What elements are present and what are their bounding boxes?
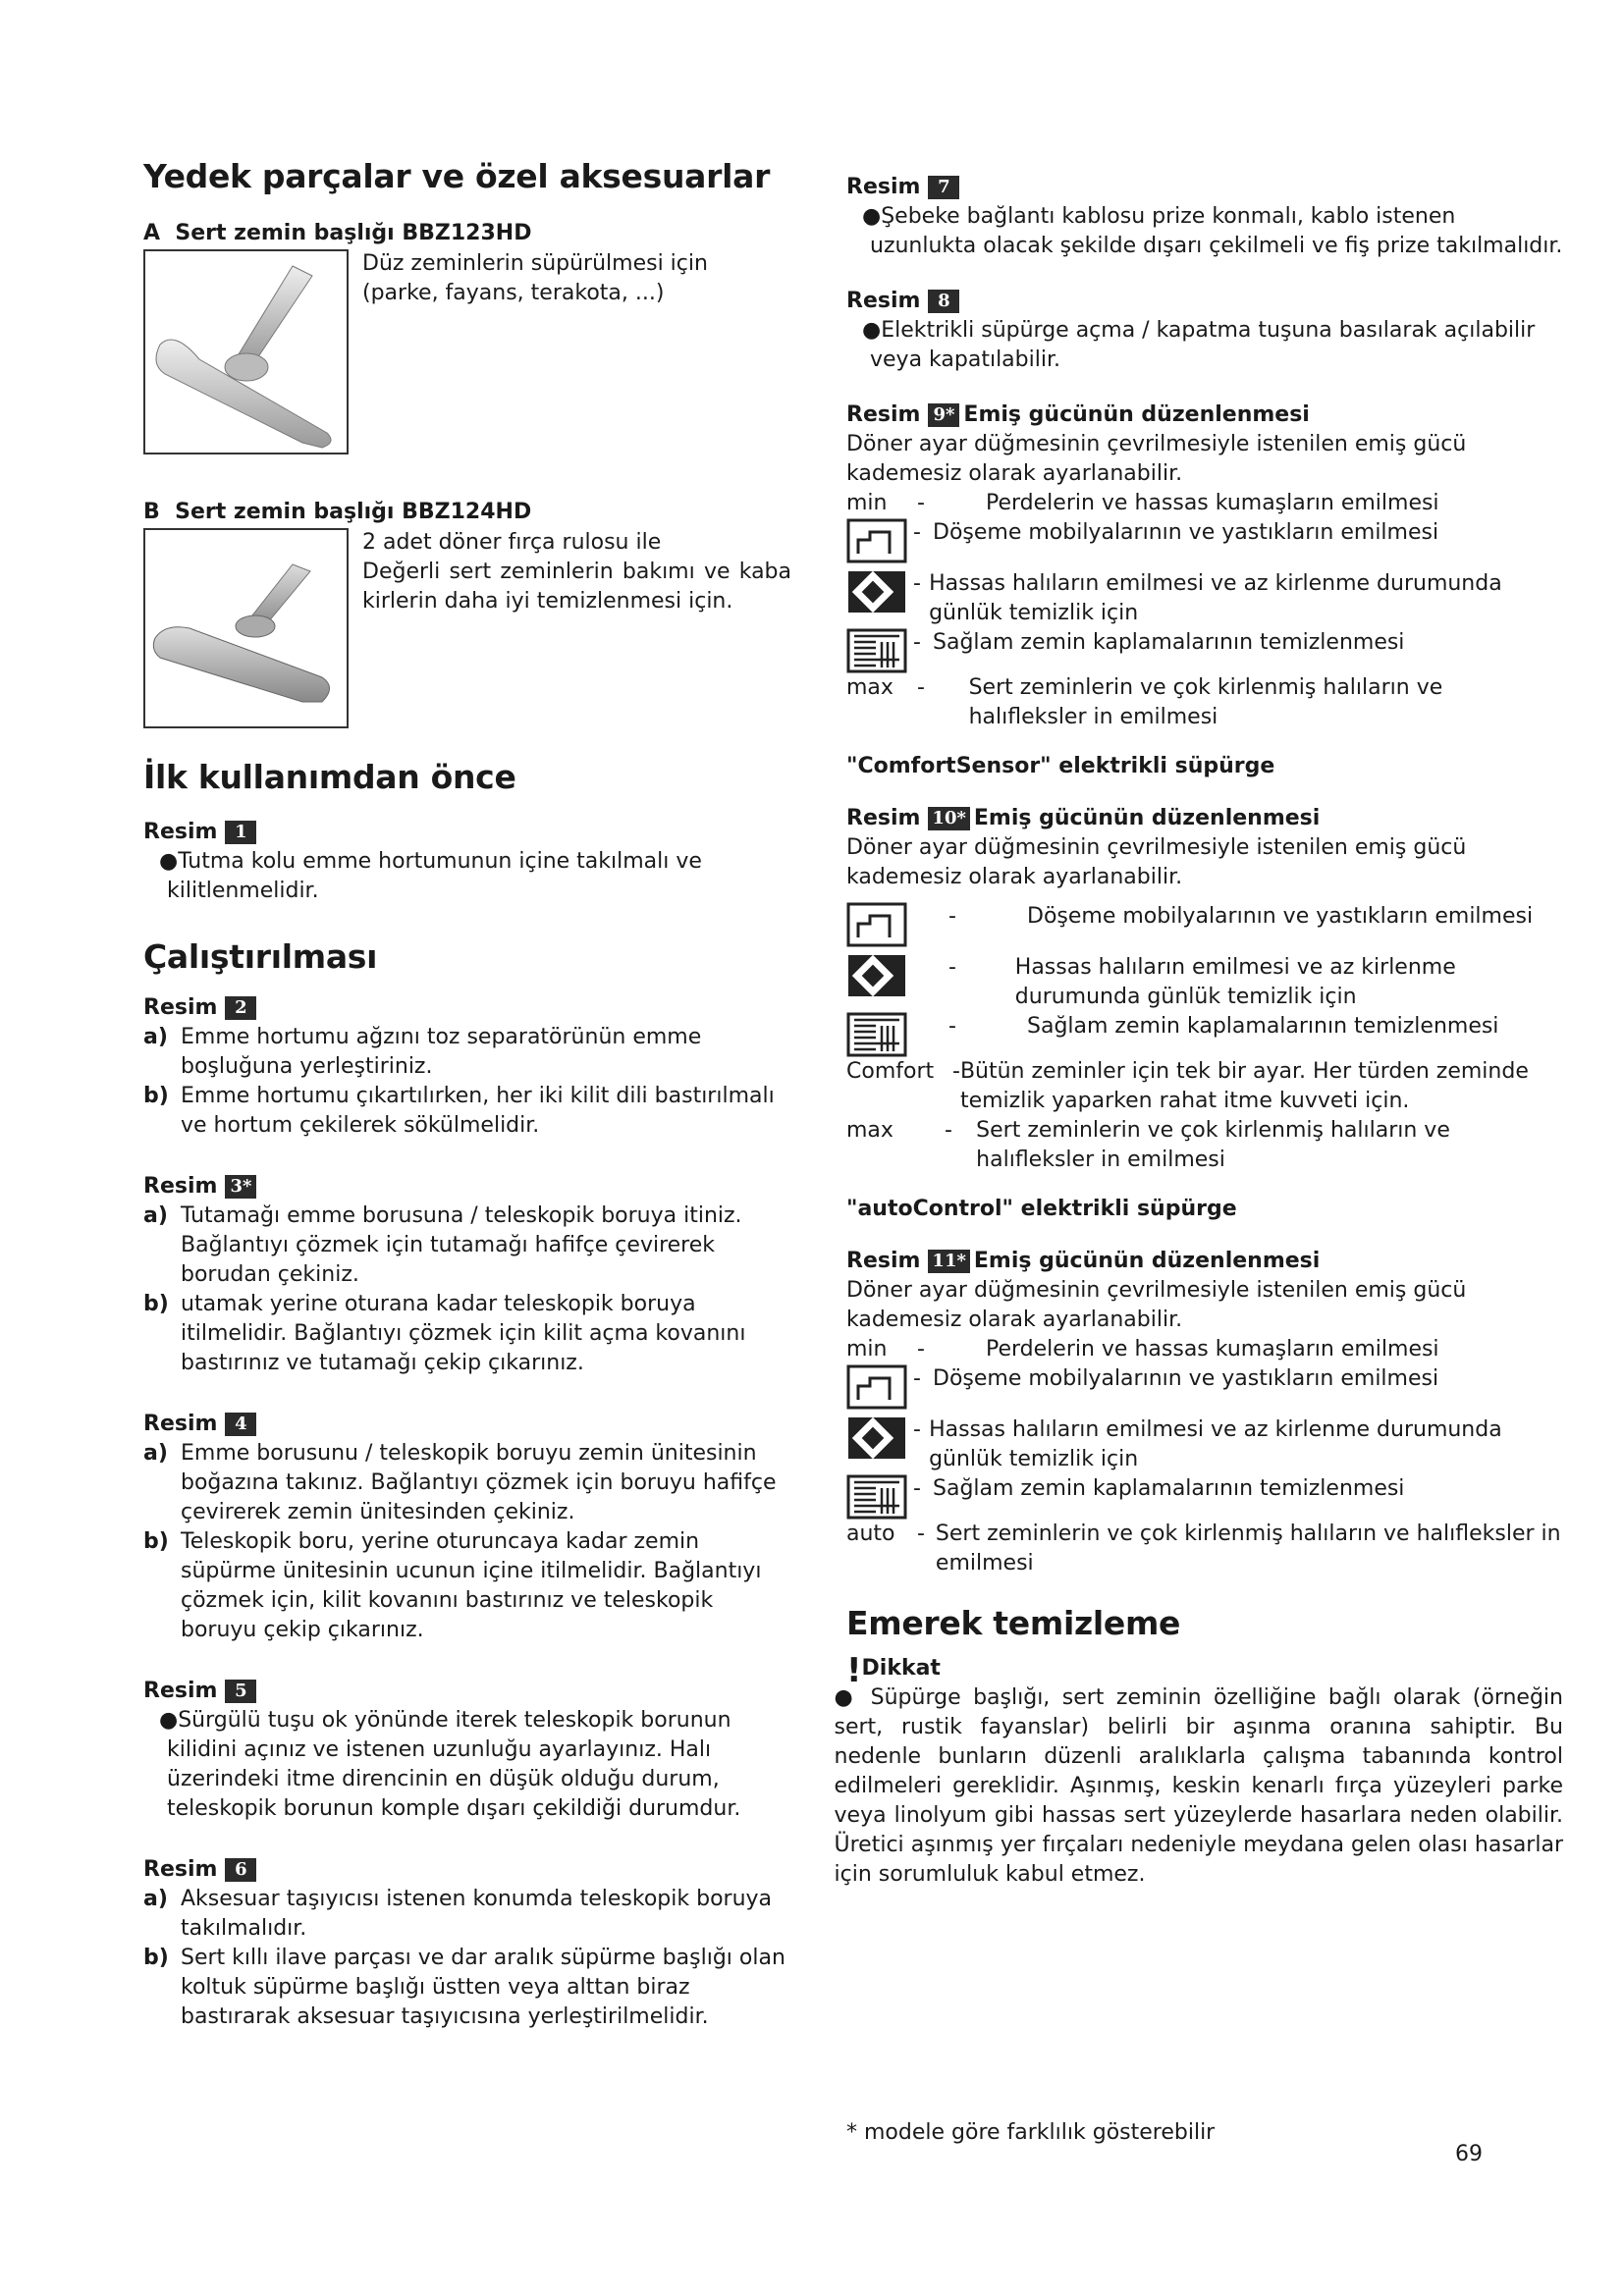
product-a-desc-2: (parke, fayans, terakota, ...)	[362, 281, 665, 305]
resim-3: Resim 3* a) Tutamağı emme borusuna / teleskopik boruya itiniz. Bağlantıyı çözmek için tutamağı hafifçe çevirerek borudan çekiniz. b) utamak yerine oturana kadar teleskopik boruya itilmelidir. Bağlantıyı çözmek için kilit açma kovanını bastırınız ve tutamağı çekip çıkarınız.	[143, 1174, 746, 1375]
product-b-desc-1: 2 adet döner fırça rulosu ile	[362, 530, 662, 555]
page-number: 69	[1455, 2142, 1483, 2166]
figure-badge: 2	[225, 996, 256, 1020]
comfort-sensor-title: "ComfortSensor" elektrikli süpürge	[846, 754, 1275, 778]
footnote: * modele göre farklılık gösterebilir	[846, 2120, 1216, 2145]
resim-5: Resim 5 ●Sürgülü tuşu ok yönünde iterek teleskopik borunun kilidini açınız ve istenen uzunluğu ayarlayınız. Halı üzerindeki itme direncinin en düşük olduğu durum, teleskopik borunun komple dışarı çekildiği durumdur.	[143, 1679, 741, 1821]
resim-7: Resim 7 ●Şebeke bağlantı kablosu prize konmalı, kablo istenen uzunlukta olacak şekilde dışarı çekilmeli ve fiş prize takılmalıdır.	[846, 175, 1563, 258]
resim-1: Resim 1 ●Tutma kolu emme hortumunun içine takılmalı ve kilitlenmelidir.	[143, 820, 702, 903]
carpet-icon	[846, 1415, 907, 1461]
figure-badge: 9*	[928, 403, 959, 427]
right-column	[834, 173, 1563, 1890]
resim-11: Resim 11* Emiş gücünün düzenlenmesi Döner ayar düğmesinin çevrilmesiyle istenilen emiş gücü kademesiz olarak ayarlanabilir. min - Perdelerin ve hassas kumaşların emilmesi - Döşeme mobilyalarının ve yastıkların emilmesi - Hassas halıların emilmesi ve az kirlenme durumunda günlük temizlik için - Sağlam zemin kaplamalarının temizlenmesi auto - Sert zeminlerin ve çok kirlenmiş halıların ve halıfleksler in emilmesi	[846, 1249, 1561, 1575]
warning-icon: !	[846, 1651, 862, 1690]
product-a-desc-1: Düz zeminlerin süpürülmesi için	[362, 251, 708, 276]
left-column	[143, 157, 791, 2063]
figure-badge: 7	[928, 176, 959, 199]
product-a-title: A Sert zemin başlığı BBZ123HD	[143, 221, 532, 245]
auto-control-title: "autoControl" elektrikli süpürge	[846, 1197, 1237, 1221]
resim-9: Resim 9* Emiş gücünün düzenlenmesi Döner ayar düğmesinin çevrilmesiyle istenilen emiş gücü kademesiz olarak ayarlanabilir. min - Perdelerin ve hassas kumaşların emilmesi - Döşeme mobilyalarının ve yastıkların emilmesi - Hassas halıların emilmesi ve az kirlenme durumunda günlük temizlik için - Sağlam zemin kaplamalarının temizlenmesi max - Sert zeminlerin ve çok kirlenmiş halıların ve halıfleksler in emilmesi	[846, 402, 1502, 729]
resim-8: Resim 8 ●Elektrikli süpürge açma / kapatma tuşuna basılarak açılabilir veya kapatılabilir.	[846, 289, 1536, 372]
resim-2: Resim 2 a) Emme hortumu ağzını toz separatörünün emme boşluğuna yerleştiriniz. b) Emme hortumu çıkartılırken, her iki kilit dili bastırılmalı ve hortum çekilerek sökülmelidir.	[143, 995, 775, 1138]
product-b	[143, 528, 791, 728]
resim-10: Resim 10* Emiş gücünün düzenlenmesi Döner ayar düğmesinin çevrilmesiyle istenilen emiş gücü kademesiz olarak ayarlanabilir. - Döşeme mobilyalarının ve yastıkların emilmesi - Hassas halıların emilmesi ve az kirlenme durumunda günlük temizlik için - Sağlam zemin kaplamalarının temizlenmesi Comfort - Bütün zeminler için tek bir ayar. Her türden zeminde temizlik yaparken rahat itme kuvveti için. max - Sert zeminlerin ve çok kirlenmiş halıların ve halıfleksler in emilmesi	[846, 806, 1534, 1172]
figure-badge: 4	[225, 1413, 256, 1436]
figure-badge: 6	[225, 1858, 256, 1882]
resim-4: Resim 4 a) Emme borusunu / teleskopik boruyu zemin ünitesinin boğazına takınız. Bağlantıyı çözmek için boruyu hafifçe çevirerek zemin ünitesinden çekiniz. b) Teleskopik boru, yerine oturuncaya kadar zemin süpürme ünitesinin ucunun içine itilmelidir. Bağlantıyı çözmek için, kilit kovanını bastırınız ve teleskopik boruyu çekip çıkarınız.	[143, 1412, 777, 1642]
resim-6: Resim 6 a) Aksesuar taşıyıcısı istenen konumda teleskopik boruya takılmalıdır. b) Sert kıllı ilave parçası ve dar aralık süpürme başlığı olan koltuk süpürme başlığı üstten veya alttan biraz bastırarak aksesuar taşıyıcısına yerleştirilmelidir.	[143, 1857, 785, 2029]
sofa-icon	[846, 1364, 907, 1410]
carpet-icon	[846, 953, 907, 998]
spare-parts-title: Yedek parçalar ve özel aksesuarlar	[143, 157, 771, 195]
carpet-icon	[846, 569, 907, 614]
sofa-icon	[846, 518, 907, 563]
hard-floor-nozzle-a-image	[143, 249, 349, 454]
first-use-title: İlk kullanımdan önce	[143, 758, 516, 796]
floor-icon	[846, 1012, 907, 1057]
warning-box: ! Dikkat ● Süpürge başlığı, sert zeminin özelliğine bağlı olarak (örneğin sert, rustik fayanslar) belirli bir aşınma oranına sahiptir. Bu nedenle bunların düzenli aralıklarla çalışma tabanında kontrol edilmeleri gereklidir. Aşınmış, keskin kenarlı fırça yüzeyleri parke veya linolyum gibi hassas sert yüzeylerde hasarlara neden olabilir. Üretici aşınmış yer fırçaları nedeniyle meydana gelen olası hasarlar için sorumluluk kabul etmez.	[834, 1651, 1563, 1887]
figure-badge: 1	[225, 821, 256, 844]
floor-icon	[846, 628, 907, 673]
figure-badge: 5	[225, 1680, 256, 1703]
figure-badge: 3*	[225, 1175, 256, 1199]
hard-floor-nozzle-b-image	[143, 528, 349, 728]
figure-badge: 11*	[928, 1250, 969, 1273]
figure-badge: 10*	[928, 807, 969, 830]
operation-title: Çalıştırılması	[143, 937, 378, 976]
sofa-icon	[846, 902, 907, 947]
product-a	[143, 249, 791, 454]
product-b-title: B Sert zemin başlığı BBZ124HD	[143, 500, 532, 524]
product-b-desc-2: Değerli sert zeminlerin bakımı ve kaba kirlerin daha iyi temizlenmesi için.	[362, 560, 791, 614]
vacuum-cleaning-title: Emerek temizleme	[846, 1604, 1181, 1642]
floor-icon	[846, 1474, 907, 1520]
figure-badge: 8	[928, 290, 959, 313]
